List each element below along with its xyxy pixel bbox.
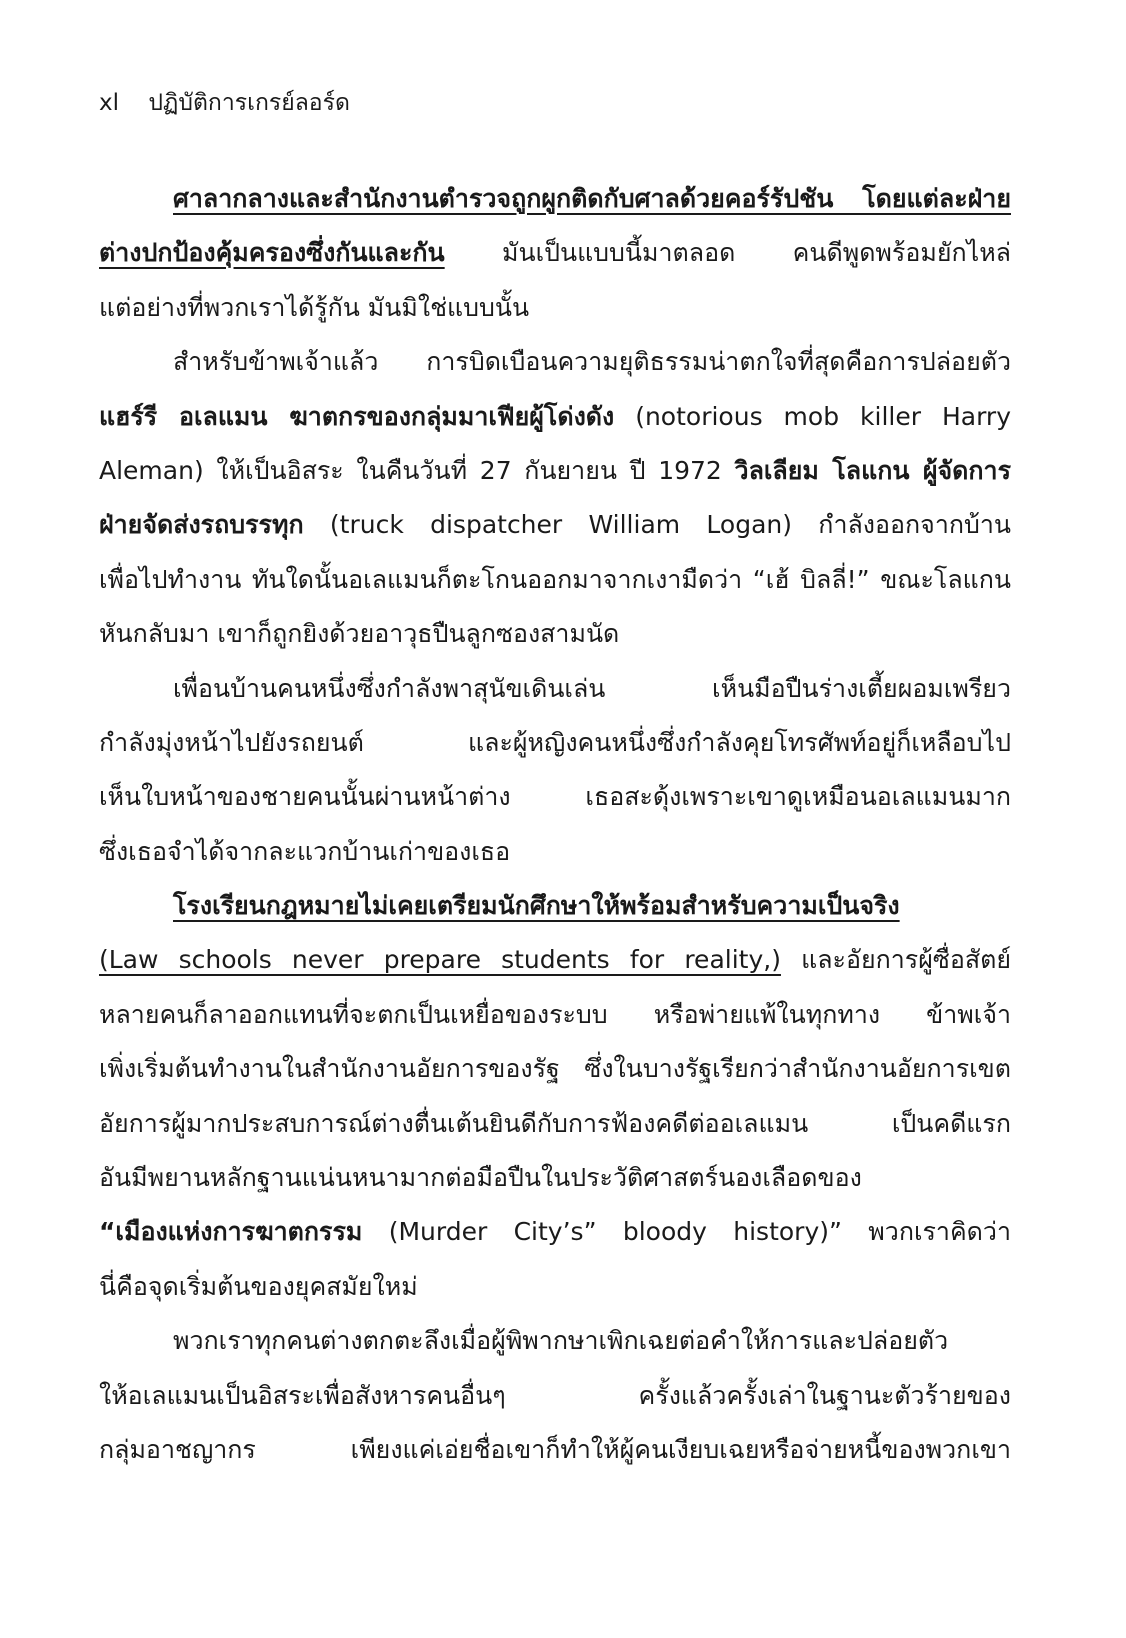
text-segment: อัยการผู้มากประสบการณ์ต่างตื่นเต้นยินดีกับการฟ้องคดีต่ออเลแมน เป็นคดีแรก	[99, 1108, 1011, 1138]
text-line	[99, 1205, 1011, 1259]
text-line	[99, 1097, 1011, 1151]
text-line	[99, 335, 1011, 389]
paragraph-law-schools	[99, 879, 1011, 1314]
text-segment: วิลเลียม โลแกน ผู้จัดการ	[734, 455, 1011, 485]
text-line	[99, 607, 1011, 661]
text-segment: ต่างปกป้องคุ้มครองซึ่งกันและกัน	[99, 238, 445, 268]
text-segment: (truck dispatcher William Logan) กำลังออกจากบ้าน	[303, 510, 1011, 540]
text-segment: แต่อย่างที่พวกเราได้รู้กัน มันมิใช่แบบนั้น	[99, 292, 530, 322]
text-segment: ศาลากลางและสำนักงานตำรวจถูกผูกติดกับศาลด้วยคอร์รัปชัน โดยแต่ละฝ่าย	[173, 184, 1011, 213]
text-segment: ซึ่งเธอจำได้จากละแวกบ้านเก่าของเธอ	[99, 836, 511, 866]
text-segment: เพื่อไปทำงาน ทันใดนั้นอเลแมนก็ตะโกนออกมาจากเงามืดว่า “เฮ้ บิลลี่!” ขณะโลแกน	[99, 564, 1011, 594]
text-line	[99, 498, 1011, 552]
paragraph-corruption	[99, 172, 1011, 335]
running-title: ปฏิบัติการเกรย์ลอร์ด	[148, 90, 350, 116]
text-segment: เพิ่งเริ่มต้นทำงานในสำนักงานอัยการของรัฐ ซึ่งในบางรัฐเรียกว่าสำนักงานอัยการเขต	[99, 1054, 1011, 1084]
text-line	[99, 281, 1011, 335]
paragraph-witnesses	[99, 662, 1011, 880]
text-line	[99, 172, 1011, 226]
text-line	[99, 1369, 1011, 1423]
text-line	[99, 933, 1011, 987]
text-segment: หลายคนก็ลาออกแทนที่จะตกเป็นเหยื่อของระบบ หรือพ่ายแพ้ในทุกทาง ข้าพเจ้า	[99, 999, 1011, 1029]
text-segment: นี่คือจุดเริ่มต้นของยุคสมัยใหม่	[99, 1271, 418, 1301]
text-segment: อันมีพยานหลักฐานแน่นหนามากต่อมือปืนในประวัติศาสตร์นองเลือดของ	[99, 1163, 862, 1193]
text-segment: Aleman) ให้เป็นอิสระ ในคืนวันที่ 27 กันยายน ปี 1972	[99, 455, 735, 485]
text-line	[99, 662, 1011, 716]
text-segment: ให้อเลแมนเป็นอิสระเพื่อสังหารคนอื่นๆ ครั้งแล้วครั้งเล่าในฐานะตัวร้ายของ	[99, 1380, 1011, 1410]
body-text	[99, 172, 1011, 1477]
text-segment: เพื่อนบ้านคนหนึ่งซึ่งกำลังพาสุนัขเดินเล่น เห็นมือปืนร่างเตี้ยผอมเพรียว	[173, 673, 1011, 703]
text-segment: โรงเรียนกฎหมายไม่เคยเตรียมนักศึกษาให้พร้อมสำหรับความเป็นจริง	[173, 891, 900, 921]
text-line	[99, 825, 1011, 879]
text-line	[99, 1423, 1011, 1477]
text-segment: และอัยการผู้ซื่อสัตย์	[780, 945, 1011, 975]
text-line	[99, 879, 1011, 933]
text-segment: กลุ่มอาชญากร เพียงแค่เอ่ยชื่อเขาก็ทำให้ผู้คนเงียบเฉยหรือจ่ายหนี้ของพวกเขา	[99, 1434, 1011, 1464]
text-segment: เห็นใบหน้าของชายคนนั้นผ่านหน้าต่าง เธอสะดุ้งเพราะเขาดูเหมือนอเลแมนมาก	[99, 782, 1011, 812]
text-segment: ฝ่ายจัดส่งรถบรรทุก	[99, 510, 304, 540]
page-number: xl	[99, 90, 120, 116]
text-line	[99, 1260, 1011, 1314]
paragraph-judge	[99, 1314, 1011, 1477]
text-segment: (Law schools never prepare students for reality,)	[99, 945, 781, 975]
text-line	[99, 553, 1011, 607]
text-line	[99, 1151, 1011, 1205]
text-segment: “เมืองแห่งการฆาตกรรม	[99, 1217, 363, 1247]
text-line	[99, 988, 1011, 1042]
text-line	[99, 390, 1011, 444]
text-segment: พวกเราทุกคนต่างตกตะลึงเมื่อผู้พิพากษาเพิกเฉยต่อคำให้การและปล่อยตัว	[173, 1326, 949, 1356]
text-line	[99, 1042, 1011, 1096]
text-line	[99, 716, 1011, 770]
text-line	[99, 226, 1011, 280]
text-segment: หันกลับมา เขาก็ถูกยิงด้วยอาวุธปืนลูกซองสามนัด	[99, 619, 620, 649]
text-segment: กำลังมุ่งหน้าไปยังรถยนต์ และผู้หญิงคนหนึ่งซึ่งกำลังคุยโทรศัพท์อยู่ก็เหลือบไป	[99, 727, 1011, 757]
text-line	[99, 1314, 1011, 1368]
page-header	[99, 88, 350, 118]
text-segment: มันเป็นแบบนี้มาตลอด คนดีพูดพร้อมยักไหล่	[444, 238, 1011, 268]
paragraph-aleman-release	[99, 335, 1011, 661]
text-segment: (Murder City’s” bloody history)” พวกเราคิดว่า	[362, 1217, 1011, 1247]
text-segment: สำหรับข้าพเจ้าแล้ว การบิดเบือนความยุติธรรมน่าตกใจที่สุดคือการปล่อยตัว	[173, 347, 1011, 377]
text-segment: (notorious mob killer Harry	[614, 401, 1011, 431]
text-segment: แฮร์รี อเลแมน ฆาตกรของกลุ่มมาเฟียผู้โด่งดัง	[99, 401, 615, 431]
text-line	[99, 770, 1011, 824]
text-line	[99, 444, 1011, 498]
